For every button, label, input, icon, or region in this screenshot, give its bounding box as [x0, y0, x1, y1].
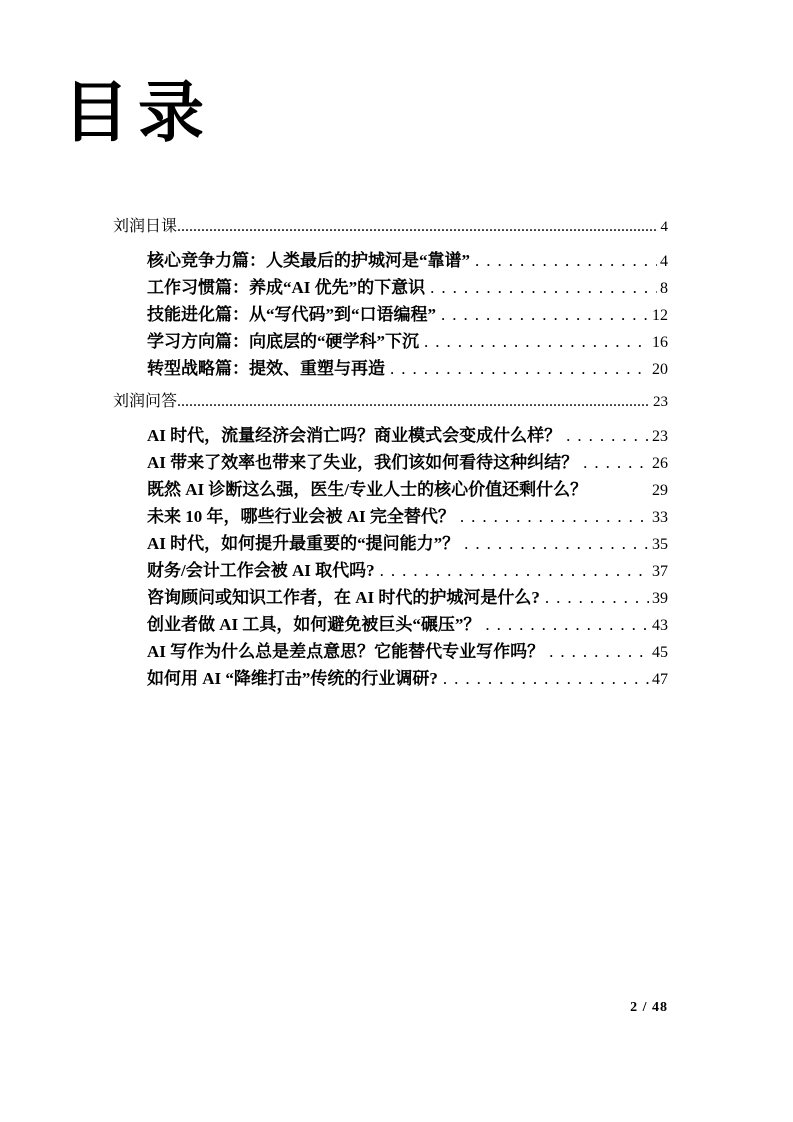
toc-page-number: 37 [652, 563, 668, 580]
toc-item-label: 未来 10 年，哪些行业会被 AI 完全替代？ [147, 507, 455, 526]
toc-item-entry[interactable] [147, 666, 668, 693]
toc-page-number: 4 [660, 219, 668, 235]
toc-item-label: 工作习惯篇：养成“AI 优先”的下意识 [147, 278, 426, 297]
toc-item-label: 咨询顾问或知识工作者，在 AI 时代的护城河是什么? [147, 588, 540, 607]
toc-item-entry[interactable] [147, 639, 668, 666]
toc-page-number: 39 [652, 590, 668, 607]
toc-page-number: 45 [652, 644, 668, 661]
toc-page-number: 47 [652, 671, 668, 688]
page-title: 目录 [63, 77, 213, 150]
toc-page-number: 4 [660, 253, 668, 270]
dot-leader [544, 639, 649, 665]
toc-item-label: 核心竞争力篇：人类最后的护城河是“靠谱” [147, 251, 470, 270]
toc-item-entry[interactable] [147, 477, 668, 504]
toc-item-entry[interactable] [147, 531, 668, 558]
dot-leader [561, 423, 649, 449]
toc-item-entry[interactable] [147, 558, 668, 585]
table-of-contents [113, 214, 668, 693]
toc-item-label: AI 时代，流量经济会消亡吗？商业模式会变成什么样？ [147, 426, 562, 445]
toc-item-entry[interactable] [147, 356, 668, 383]
toc-item-label: 创业者做 AI 工具，如何避免被巨头“碾压”？ [147, 615, 481, 634]
dot-leader [375, 558, 649, 584]
toc-item-label: 学习方向篇：向底层的“硬学科”下沉 [147, 332, 419, 351]
toc-page-number: 12 [652, 307, 668, 324]
dot-leader [459, 531, 649, 557]
toc-item-entry[interactable] [147, 275, 668, 302]
dot-leader [419, 329, 649, 355]
toc-item-entry[interactable] [147, 302, 668, 329]
dot-leader [177, 389, 650, 415]
toc-page-number: 35 [652, 536, 668, 553]
toc-page-number: 43 [652, 617, 668, 634]
toc-item-entry[interactable] [147, 450, 668, 477]
dot-leader [436, 302, 649, 328]
toc-section-label: 刘润日课 [113, 218, 178, 235]
toc-item-entry[interactable] [147, 248, 668, 275]
toc-item-entry[interactable] [147, 423, 668, 450]
toc-item-label: 财务/会计工作会被 AI 取代吗? [147, 561, 375, 580]
dot-leader [425, 275, 657, 301]
toc-item-entry[interactable] [147, 585, 668, 612]
toc-section-entry[interactable] [113, 214, 668, 240]
toc-section-items [113, 423, 668, 693]
toc-item-label: 既然 AI 诊断这么强，医生/专业人士的核心价值还剩什么？ [147, 480, 588, 499]
page-number-footer: 2 / 48 [630, 1000, 668, 1015]
dot-leader [438, 666, 649, 692]
toc-item-entry[interactable] [147, 612, 668, 639]
toc-item-label: 转型战略篇：提效、重塑与再造 [147, 359, 385, 378]
dot-leader [578, 450, 649, 476]
toc-section-items [113, 248, 668, 383]
toc-page-number: 23 [652, 428, 668, 445]
toc-item-label: 如何用 AI “降维打击”传统的行业调研? [147, 669, 438, 688]
toc-page-number: 8 [660, 280, 668, 297]
dot-leader [480, 612, 649, 638]
toc-section-entry[interactable] [113, 389, 668, 415]
toc-item-label: 技能进化篇：从“写代码”到“口语编程” [147, 305, 436, 324]
toc-section-label: 刘润问答 [113, 393, 178, 410]
dot-leader [470, 248, 657, 274]
toc-item-label: AI 带来了效率也带来了失业，我们该如何看待这种纠结？ [147, 453, 579, 472]
toc-item-label: AI 写作为什么总是差点意思？它能替代专业写作吗？ [147, 642, 545, 661]
toc-page-number: 16 [652, 334, 668, 351]
dot-leader [385, 356, 649, 382]
toc-page-number: 20 [652, 361, 668, 378]
toc-item-entry[interactable] [147, 504, 668, 531]
dot-leader [540, 585, 649, 611]
toc-page-number: 29 [652, 482, 668, 499]
toc-page-number: 33 [652, 509, 668, 526]
toc-page-number: 26 [652, 455, 668, 472]
dot-leader [455, 504, 649, 530]
toc-item-label: AI 时代，如何提升最重要的“提问能力”？ [147, 534, 460, 553]
toc-page-number: 23 [653, 394, 668, 410]
dot-leader [177, 214, 657, 240]
toc-item-entry[interactable] [147, 329, 668, 356]
